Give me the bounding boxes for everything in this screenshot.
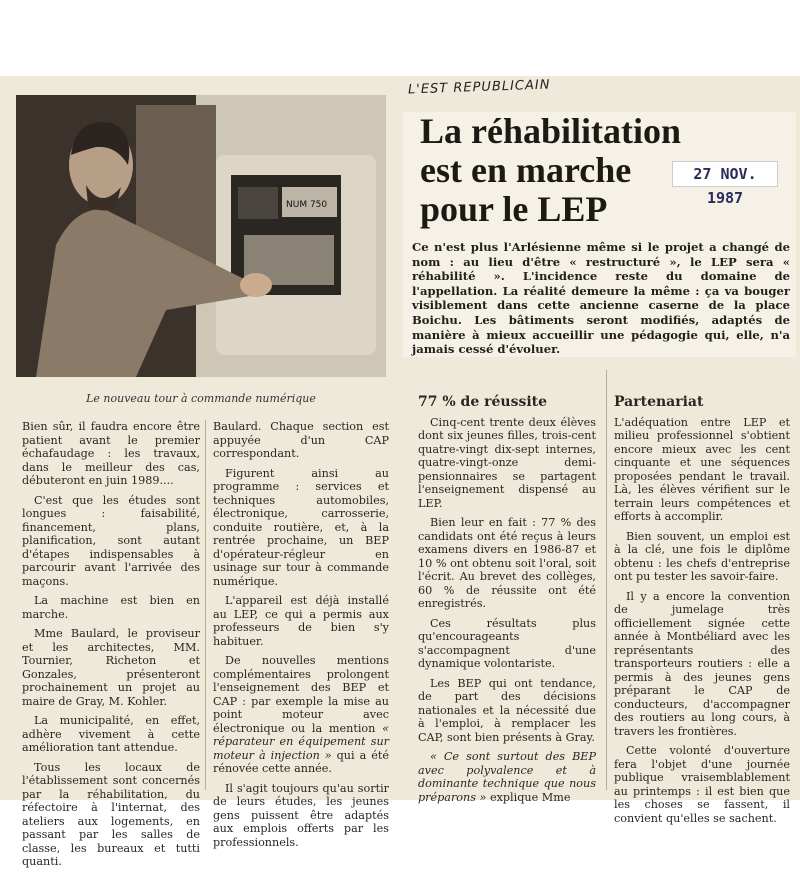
paragraph: Bien souvent, un emploi est à la clé, une fois le diplôme obtenu : les chefs d'entreprise ont pu tester les savoir-faire. xyxy=(614,529,790,583)
article-column-2 xyxy=(213,420,389,855)
text-run: explique Mme xyxy=(486,790,571,804)
handwritten-newspaper-name: L'EST REPUBLICAIN xyxy=(407,77,551,98)
photo-illustration xyxy=(16,95,386,377)
date-stamp: 27 NOV. 1987 xyxy=(672,161,778,187)
paragraph: Bien sûr, il faudra encore être patient avant le premier échafaudage : les travaux, dans le meilleur des cas, débuteront en juin 1989.... xyxy=(22,420,200,487)
section-heading-success: 77 % de réussite xyxy=(418,394,548,410)
column-divider xyxy=(606,370,607,790)
paragraph: Il y a encore la convention de jumelage très officiellement signée cette année à Montbéliard avec les représentants des transporteurs routiers : elle a permis à des jeunes gens préparant le CAP de conducteurs, d'accompagner des routiers au long cours, à travers les frontières. xyxy=(614,589,790,738)
column-divider xyxy=(205,420,206,790)
headline-line-1: La réhabilitation xyxy=(420,111,682,151)
section-heading-partnership: Partenariat xyxy=(614,394,704,410)
paragraph: Baulard. Chaque section est appuyée d'un CAP correspondant. xyxy=(213,420,389,460)
paragraph: Figurent ainsi au programme : services et techniques automobiles, électronique, carrosserie, conduite routière, et, à la rentrée prochaine, un BEP d'opérateur-régleur en usinage sur tour à commande numérique. xyxy=(213,466,389,588)
paragraph: Bien leur en fait : 77 % des candidats ont été reçus à leurs examens divers en 1986-87 et 10 % ont obtenu soit l'oral, soit l'écrit. Au brevet des collèges, 60 % de réussite ont été enregistrés. xyxy=(418,516,596,610)
article-column-4 xyxy=(614,396,790,831)
paragraph: C'est que les études sont longues : faisabilité, financement, plans, planification, sont autant d'étapes indispensables à parcourir avant l'arrivée des maçons. xyxy=(22,493,200,588)
paragraph: Il s'agit toujours qu'au sortir de leurs études, les jeunes gens puissent être adaptés aux emplois offerts par les professionnels. xyxy=(213,781,389,849)
paragraph: Mme Baulard, le proviseur et les architectes, MM. Tournier, Richeton et Gonzales, présenteront prochainement un projet au maire de Gray, M. Kohler. xyxy=(22,627,200,708)
paragraph: La machine est bien en marche. xyxy=(22,594,200,621)
paragraph: La municipalité, en effet, adhère vivement à cette amélioration tant attendue. xyxy=(22,714,200,754)
headline-line-3: pour le LEP xyxy=(420,189,608,229)
paragraph: L'appareil est déjà installé au LEP, ce qui a permis aux professeurs de bien s'y habituer. xyxy=(213,594,389,648)
paragraph xyxy=(213,654,389,776)
paragraph: Les BEP qui ont tendance, de part des décisions nationales et la nécessité due à l'emploi, à remplacer les CAP, sont bien présents à Gray. xyxy=(418,676,596,744)
quote: « Ce sont surtout des BEP avec polyvalence et à dominante technique que nous préparons » xyxy=(418,750,596,804)
paragraph: Cinq-cent trente deux élèves dont six jeunes filles, trois-cent quatre-vingt dix-sept internes, quatre-vingt-onze demi-pensionnaires se partagent l'enseignement dispensé au LEP. xyxy=(418,415,596,510)
article-photo xyxy=(16,95,386,377)
paragraph: L'adéquation entre LEP et milieu professionnel s'obtient encore mieux avec les cent cinquante et une séquences proposées pendant le travail. Là, les élèves vérifient sur le terrain leurs compétences et efforts à accomplir. xyxy=(614,415,790,523)
machine-label: NUM 750 xyxy=(286,200,328,210)
paragraph: Ces résultats plus qu'encourageants s'accompagnent d'une dynamique volontariste. xyxy=(418,616,596,670)
paragraph: Tous les locaux de l'établissement sont concernés par la réhabilitation, du réfectoire à l'internat, des ateliers aux logements, en passant par les salles de classe, les bureaux et tutti quanti. xyxy=(22,760,200,868)
lead-paragraph: Ce n'est plus l'Arlésienne même si le projet a changé de nom : au lieu d'être « restructuré », le LEP sera « réhabilité ». L'incidence reste du domaine de l'appellation. La réalité demeure la même : ça va bouger visiblement dans cette ancienne caserne de la place Boichu. Les bâtiments seront modifiés, adaptés de manière à mieux accueillir une pédagogie qui, elle, n'a jamais cessé d'évoluer. xyxy=(412,240,790,357)
headline xyxy=(420,112,690,229)
quoted-diploma-name: « réparateur en équipement sur moteur à injection » xyxy=(213,721,389,762)
headline-line-2: est en marche xyxy=(420,150,632,190)
text-run: qui a été rénovée cette année. xyxy=(213,748,389,775)
photo-caption: Le nouveau tour à commande numérique xyxy=(86,392,316,405)
paragraph xyxy=(418,750,596,804)
article-column-1 xyxy=(22,420,200,875)
text-run: De nouvelles mentions complémentaires prolongent l'enseignement des BEP et CAP : par exemple la mise au point moteur avec électronique ou la mention xyxy=(213,654,389,735)
paragraph: Cette volonté d'ouverture fera l'objet d'une journée publique vraisemblablement au printemps : il est bien que les choses se fassent, il convient qu'elles se sachent. xyxy=(614,744,790,825)
article-column-3 xyxy=(418,396,596,810)
